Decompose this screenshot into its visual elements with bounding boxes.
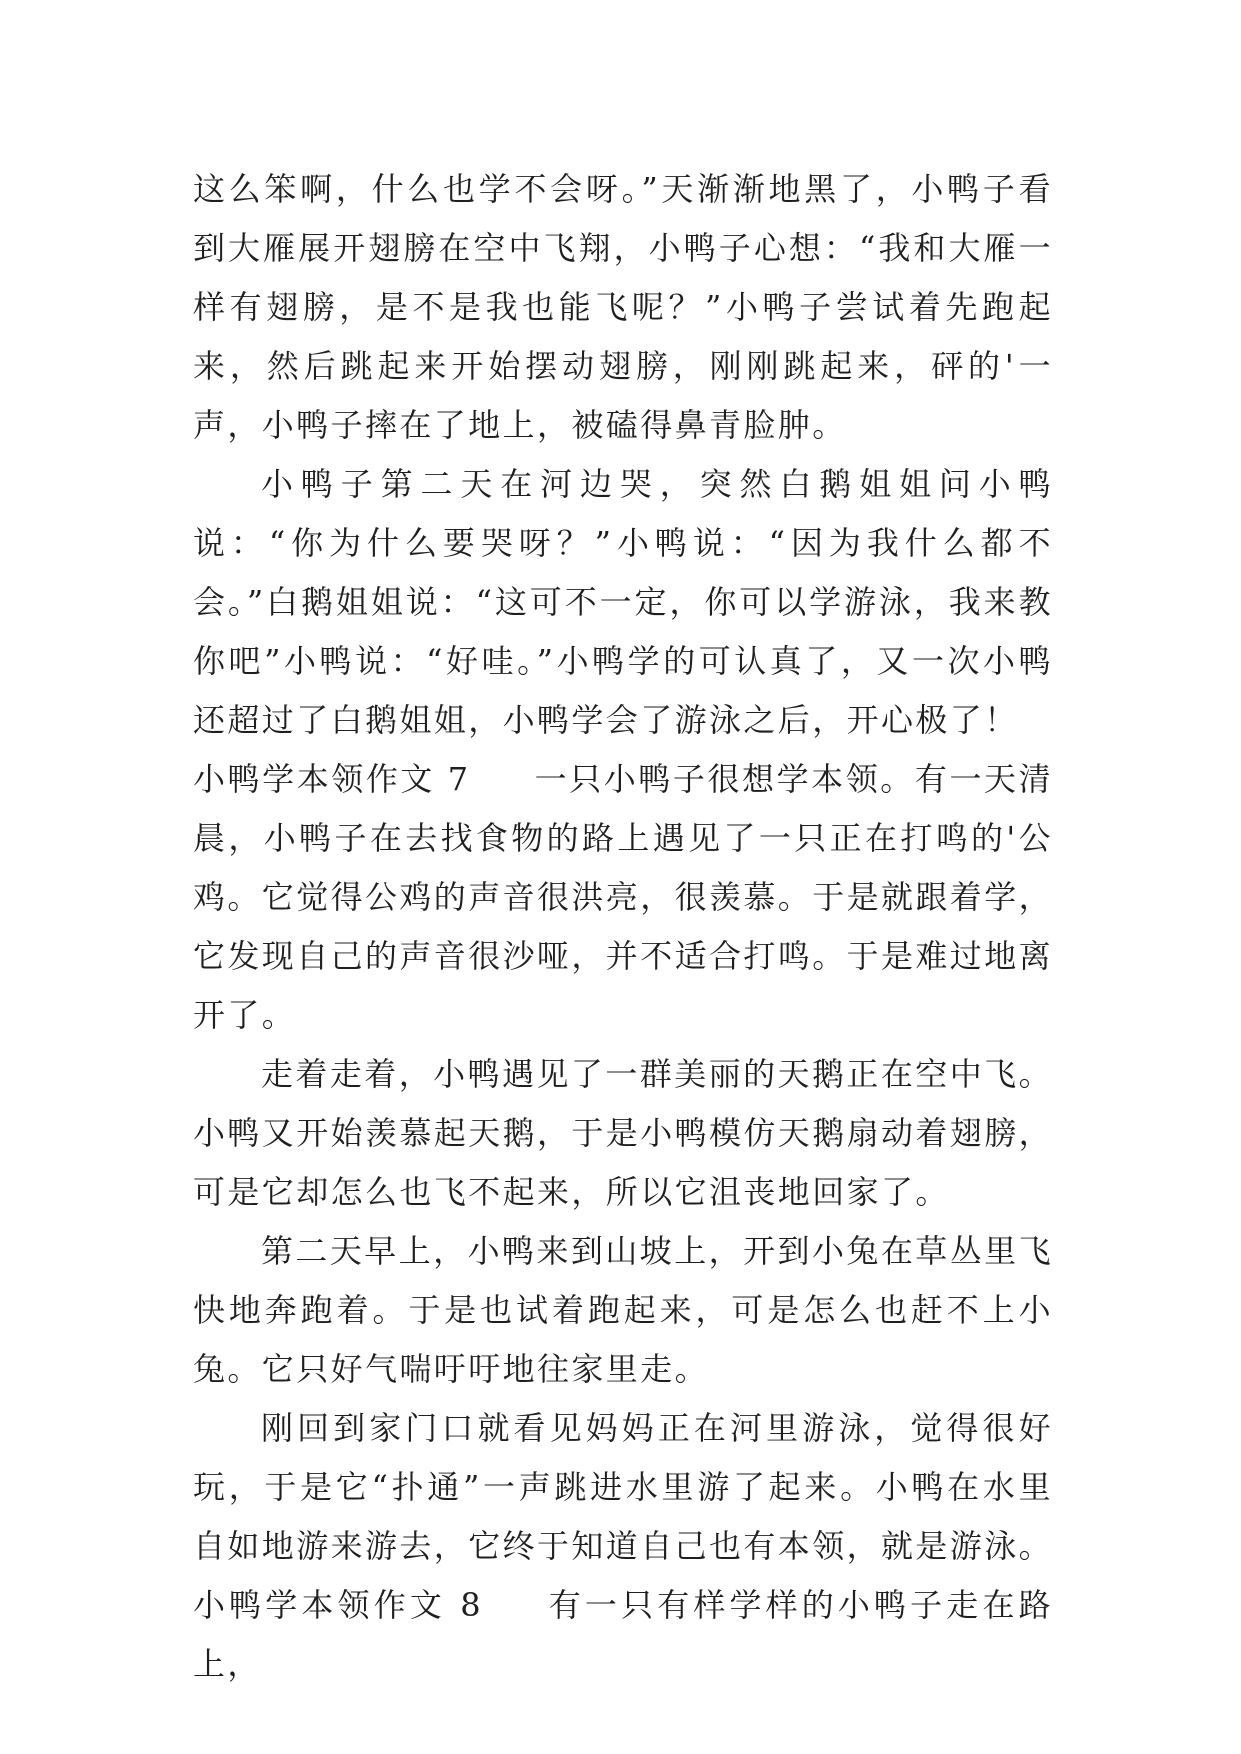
- essay-8-title: 小鸭学本领作文 8: [193, 1586, 484, 1624]
- essay-7-first-paragraph: [193, 750, 1053, 1045]
- document-page: [193, 160, 1053, 1694]
- essay-7-opening-text: 一只小鸭子很想学本领。有一天清晨，小鸭子在去找食物的路上遇见了一只正在打鸣的'公鸡。它觉得公鸡的声音很洪亮，很羡慕。于是就跟着学，它发现自己的声音很沙哑，并不适合打鸣。于是难过地离开了。: [193, 760, 1054, 1034]
- essay-7-title: 小鸭学本领作文 7: [193, 760, 471, 798]
- paragraph-goose-swimming: 小鸭子第二天在河边哭，突然白鹅姐姐问小鸭说：“你为什么要哭呀？”小鸭说：“因为我什么都不会。”白鹅姐姐说：“这可不一定，你可以学游泳，我来教你吧”小鸭说：“好哇。”小鸭学的可认真了，又一次小鸭还超过了白鹅姐姐，小鸭学会了游泳之后，开心极了！: [193, 465, 1053, 739]
- essay-8-opening-text: 有一只有样学样的小鸭子走在路上，: [193, 1586, 1053, 1683]
- paragraph-swimming: 刚回到家门口就看见妈妈正在河里游泳，觉得很好玩，于是它“扑通”一声跳进水里游了起来。小鸭在水里自如地游来游去，它终于知道自己也有本领，就是游泳。: [193, 1409, 1054, 1565]
- essay-8-first-paragraph: [193, 1576, 1053, 1694]
- paragraph-continuation: 这么笨啊，什么也学不会呀。”天渐渐地黑了，小鸭子看到大雁展开翅膀在空中飞翔，小鸭子心想：“我和大雁一样有翅膀，是不是我也能飞呢？”小鸭子尝试着先跑起来，然后跳起来开始摆动翅膀，刚刚跳起来，砰的'一声，小鸭子摔在了地上，被磕得鼻青脸肿。: [193, 170, 1053, 444]
- paragraph-swans: 走着走着，小鸭遇见了一群美丽的天鹅正在空中飞。小鸭又开始羡慕起天鹅，于是小鸭模仿天鹅扇动着翅膀，可是它却怎么也飞不起来，所以它沮丧地回家了。: [193, 1055, 1054, 1211]
- paragraph-rabbit: 第二天早上，小鸭来到山坡上，开到小兔在草丛里飞快地奔跑着。于是也试着跑起来，可是怎么也赶不上小兔。它只好气喘吁吁地往家里走。: [193, 1232, 1053, 1388]
